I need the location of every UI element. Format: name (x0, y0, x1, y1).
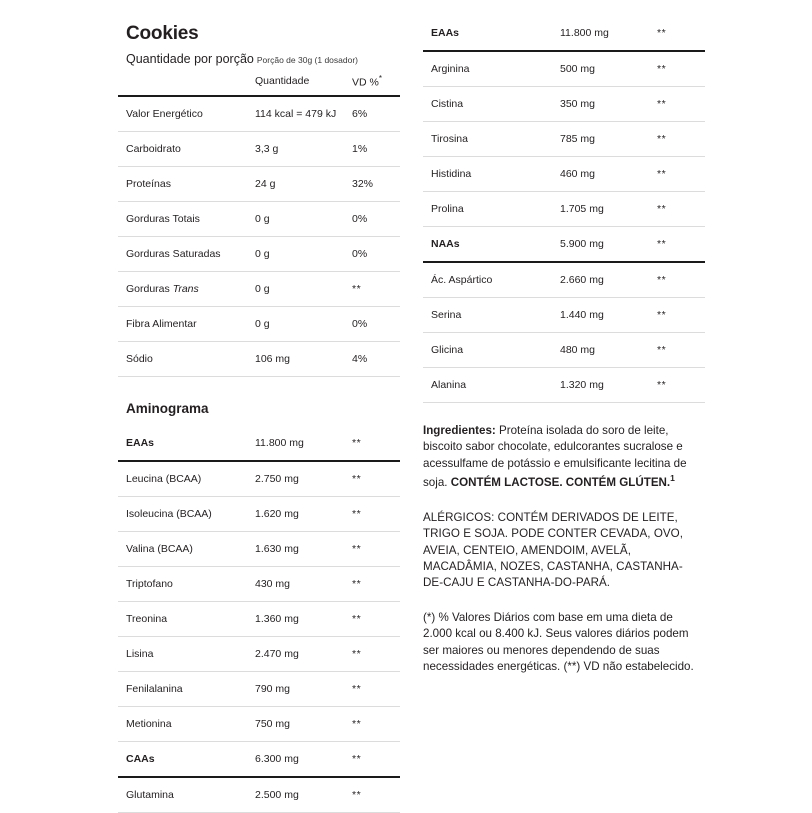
nutrition-table-bottom-rule (118, 376, 400, 377)
row-daily-value: ** (350, 672, 400, 707)
row-quantity-value: 1.620 mg (252, 497, 350, 532)
row-nutrient-name: CAAs (118, 742, 252, 778)
row-daily-value: 6% (350, 96, 400, 132)
row-quantity-value: 460 mg (557, 157, 655, 192)
row-daily-value: ** (655, 192, 705, 227)
row-quantity-value: 1.360 mg (252, 602, 350, 637)
row-quantity-value: 785 mg (557, 122, 655, 157)
row-nutrient-name: Glicina (423, 333, 557, 368)
row-nutrient-name: EAAs (431, 26, 460, 39)
table-row (118, 461, 400, 497)
aminogram-table-left (118, 426, 400, 812)
row-nutrient-name: Prolina (423, 192, 557, 227)
row-nutrient-name: Isoleucina (BCAA) (118, 497, 252, 532)
table-row (118, 637, 400, 672)
row-nutrient-name: Valor Energético (118, 96, 252, 132)
row-quantity-value: 5.900 mg (557, 227, 655, 263)
row-nutrient-name: EAAs (126, 437, 155, 450)
row-quantity-value: 106 mg (252, 342, 350, 377)
row-daily-value: ** (655, 262, 705, 298)
column-header-daily-value (350, 67, 400, 96)
table-row (118, 342, 400, 377)
row-nutrient-name: Triptofano (118, 567, 252, 602)
row-nutrient-name: Gorduras Saturadas (118, 237, 252, 272)
row-daily-value: 1% (350, 132, 400, 167)
row-quantity-value: 24 g (252, 167, 350, 202)
table-row (423, 122, 705, 157)
row-quantity-value: 3,3 g (252, 132, 350, 167)
table-row (423, 87, 705, 122)
row-daily-value: ** (655, 87, 705, 122)
table-row (118, 307, 400, 342)
table-row (118, 707, 400, 742)
row-quantity-value: 350 mg (557, 87, 655, 122)
contains-allergen-statement: CONTÉM LACTOSE. CONTÉM GLÚTEN. (450, 476, 671, 490)
portion-label: Quantidade por porção (126, 51, 254, 66)
table-row (118, 132, 400, 167)
row-daily-value: ** (352, 437, 362, 450)
nutrition-facts-table (118, 67, 400, 376)
row-daily-value: 0% (350, 307, 400, 342)
aminogram-title: Aminograma (126, 401, 209, 417)
row-daily-value: 0% (350, 237, 400, 272)
row-quantity-value: 1.630 mg (252, 532, 350, 567)
ingredients-body: Proteína isolada do soro de leite, biscoito sabor chocolate, edulcorantes sucralose e acessulfame de potássio e emulsificante lecitina de soja. (423, 424, 687, 490)
table-row (118, 272, 400, 307)
ingredients-label: Ingredientes: (423, 424, 496, 437)
table-row (118, 777, 400, 812)
row-quantity-value: 480 mg (557, 333, 655, 368)
row-daily-value: 4% (350, 342, 400, 377)
row-nutrient-name: Glutamina (118, 777, 252, 812)
table-row (118, 96, 400, 132)
row-nutrient-name: Serina (423, 298, 557, 333)
portion-line (126, 50, 400, 68)
row-daily-value: ** (655, 157, 705, 192)
column-header-daily-value-text: VD % (352, 76, 379, 89)
row-nutrient-name: NAAs (423, 227, 557, 263)
column-header-nutrient (118, 67, 252, 96)
row-quantity-value: 1.320 mg (557, 368, 655, 403)
table-header-row (118, 67, 400, 96)
row-quantity-value: 6.300 mg (252, 742, 350, 778)
table-row (118, 532, 400, 567)
row-nutrient-name: Arginina (423, 51, 557, 87)
aminogram-right-bottom-rule (423, 402, 705, 403)
row-nutrient-name: Histidina (423, 157, 557, 192)
row-daily-value: ** (350, 497, 400, 532)
row-nutrient-name: Fibra Alimentar (118, 307, 252, 342)
row-daily-value: 32% (350, 167, 400, 202)
row-daily-value: ** (655, 227, 705, 263)
aminogram-table-right (423, 16, 705, 402)
row-quantity-value: 2.470 mg (252, 637, 350, 672)
row-daily-value: ** (655, 368, 705, 403)
row-quantity-value: 500 mg (557, 51, 655, 87)
table-row (423, 16, 705, 51)
row-nutrient-name-text: Gorduras (126, 283, 173, 296)
row-quantity-value: 11.800 mg (560, 26, 609, 39)
footnote-marker: 1 (670, 473, 675, 484)
row-daily-value: ** (350, 567, 400, 602)
table-row (118, 426, 400, 461)
row-quantity-value: 1.440 mg (557, 298, 655, 333)
table-row (423, 333, 705, 368)
table-row (118, 602, 400, 637)
row-nutrient-name-italic: Trans (172, 283, 199, 296)
table-row (423, 227, 705, 263)
row-quantity-value: 0 g (252, 272, 350, 307)
row-nutrient-name: Carboidrato (118, 132, 252, 167)
page-title: Cookies (126, 23, 199, 44)
row-nutrient-name: Fenilalanina (118, 672, 252, 707)
row-daily-value: ** (350, 742, 400, 778)
row-daily-value: ** (350, 637, 400, 672)
row-daily-value: ** (350, 777, 400, 812)
row-nutrient-name: Gorduras Totais (118, 202, 252, 237)
table-row (118, 202, 400, 237)
left-column (118, 0, 400, 813)
table-row (118, 567, 400, 602)
row-daily-value: ** (350, 707, 400, 742)
table-row (118, 672, 400, 707)
row-nutrient-name: Tirosina (423, 122, 557, 157)
row-daily-value: 0% (350, 202, 400, 237)
table-row (118, 497, 400, 532)
table-row (423, 157, 705, 192)
row-nutrient-name: Alanina (423, 368, 557, 403)
row-quantity-value: 2.750 mg (252, 461, 350, 497)
row-quantity-value: 0 g (252, 237, 350, 272)
table-row (423, 368, 705, 403)
row-quantity-value: 11.800 mg (255, 437, 304, 450)
ingredients-block (423, 423, 699, 492)
row-nutrient-name: Leucina (BCAA) (118, 461, 252, 497)
table-row (423, 192, 705, 227)
row-quantity-value: 2.660 mg (557, 262, 655, 298)
row-daily-value: ** (655, 298, 705, 333)
row-quantity-value: 0 g (252, 202, 350, 237)
row-nutrient-name: Cistina (423, 87, 557, 122)
row-daily-value: ** (350, 461, 400, 497)
row-quantity-value: 114 kcal = 479 kJ (252, 96, 350, 132)
asterisk-marker: * (378, 74, 382, 84)
table-row (423, 262, 705, 298)
row-quantity-value: 2.500 mg (252, 777, 350, 812)
row-nutrient-name: Valina (BCAA) (118, 532, 252, 567)
allergens-block: ALÉRGICOS: CONTÉM DERIVADOS DE LEITE, TRIGO E SOJA. PODE CONTER CEVADA, OVO, AVEIA, CENTEIO, AMENDOIM, AVELÃ, MACADÂMIA, NOZES, CASTANHA, CASTANHA-DE-CAJU E CASTANHA-DO-PARÁ. (423, 510, 684, 590)
row-nutrient-name: Ác. Aspártico (423, 262, 557, 298)
row-daily-value: ** (655, 122, 705, 157)
row-daily-value: ** (657, 26, 667, 39)
table-row (118, 237, 400, 272)
table-row (423, 51, 705, 87)
row-daily-value: ** (655, 51, 705, 87)
row-nutrient-name: Lisina (118, 637, 252, 672)
row-nutrient-name: Treonina (118, 602, 252, 637)
table-row (118, 742, 400, 778)
row-nutrient-name: Proteínas (118, 167, 252, 202)
row-quantity-value: 0 g (252, 307, 350, 342)
table-row (118, 167, 400, 202)
right-column (423, 0, 705, 676)
row-nutrient-name (118, 272, 252, 307)
row-daily-value: ** (350, 272, 400, 307)
row-quantity-value: 1.705 mg (557, 192, 655, 227)
row-quantity-value: 750 mg (252, 707, 350, 742)
row-nutrient-name: Metionina (118, 707, 252, 742)
row-daily-value: ** (655, 333, 705, 368)
portion-detail: Porção de 30g (1 dosador) (256, 54, 358, 65)
row-daily-value: ** (350, 532, 400, 567)
row-nutrient-name: Sódio (118, 342, 252, 377)
daily-values-note-block: (*) % Valores Diários com base em uma dieta de 2.000 kcal ou 8.400 kJ. Seus valores diários podem ser maiores ou menores dependendo de suas necessidades energéticas. (**) VD não estabelecido. (423, 610, 694, 674)
column-header-quantity: Quantidade (255, 75, 310, 88)
row-quantity-value: 430 mg (252, 567, 350, 602)
row-daily-value: ** (350, 602, 400, 637)
table-row (423, 298, 705, 333)
row-quantity-value: 790 mg (252, 672, 350, 707)
